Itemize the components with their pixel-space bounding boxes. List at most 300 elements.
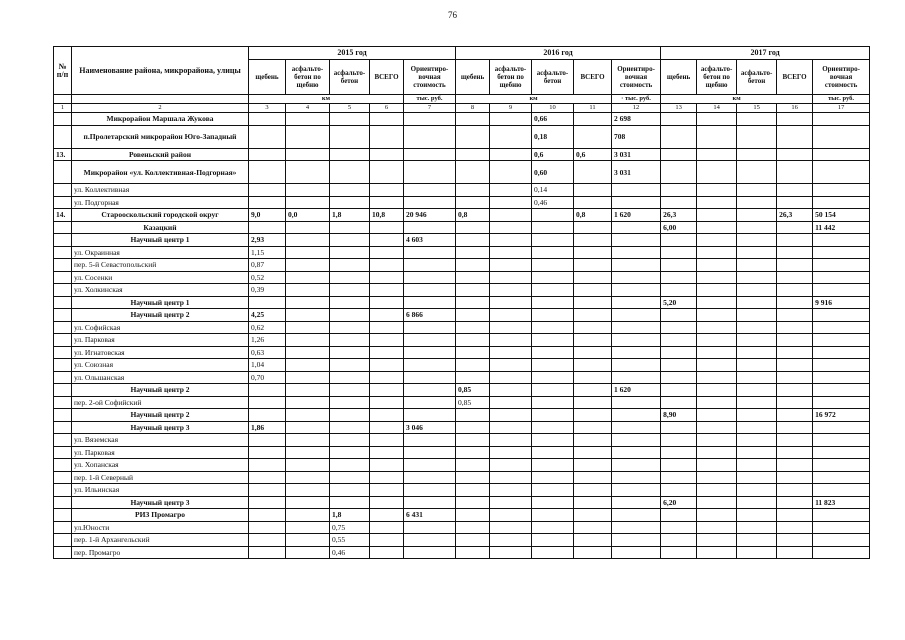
row-value-cell — [249, 471, 286, 484]
row-value-cell — [404, 434, 456, 447]
row-value-cell — [661, 125, 697, 148]
row-value-cell — [456, 409, 490, 422]
row-value-cell — [777, 259, 813, 272]
table-row — [54, 334, 870, 347]
row-value-cell: 0,70 — [249, 371, 286, 384]
row-value-cell — [456, 471, 490, 484]
row-value-cell — [490, 509, 532, 522]
row-value-cell — [404, 259, 456, 272]
row-number — [54, 521, 72, 534]
row-value-cell — [370, 459, 404, 472]
column-index: 12 — [612, 104, 661, 113]
row-value-cell — [490, 125, 532, 148]
row-value-cell — [490, 221, 532, 234]
row-value-cell — [777, 148, 813, 161]
row-value-cell — [286, 284, 330, 297]
row-value-cell — [456, 434, 490, 447]
unit-rub-2017: тыс. руб. — [813, 95, 870, 104]
row-value-cell: 0,0 — [286, 209, 330, 222]
row-value-cell — [532, 546, 574, 559]
table-row — [54, 484, 870, 497]
row-value-cell — [490, 234, 532, 247]
row-value-cell: 0,6 — [532, 148, 574, 161]
column-index: 9 — [490, 104, 532, 113]
row-value-cell — [330, 334, 370, 347]
row-name: Микрорайон Маршала Жукова — [72, 113, 249, 126]
row-value-cell — [574, 521, 612, 534]
row-name: ул. Софийская — [72, 321, 249, 334]
row-value-cell — [456, 421, 490, 434]
row-value-cell — [286, 161, 330, 184]
row-value-cell — [697, 284, 737, 297]
row-value-cell — [286, 459, 330, 472]
column-index: 1 — [54, 104, 72, 113]
row-value-cell — [777, 421, 813, 434]
row-number — [54, 284, 72, 297]
row-value-cell — [370, 371, 404, 384]
row-name: Микрорайон «ул. Коллективная-Подгорная» — [72, 161, 249, 184]
row-number — [54, 296, 72, 309]
header-sub-cell: Ориентиро-вочная стоимость — [813, 60, 870, 95]
table-row — [54, 521, 870, 534]
row-value-cell — [697, 113, 737, 126]
row-value-cell — [370, 271, 404, 284]
row-value-cell — [697, 384, 737, 397]
row-value-cell: 3 046 — [404, 421, 456, 434]
row-value-cell — [286, 471, 330, 484]
row-value-cell — [813, 321, 870, 334]
row-value-cell — [737, 346, 777, 359]
unit-km-2016: км — [456, 95, 612, 104]
row-value-cell — [370, 259, 404, 272]
header-year-2016: 2016 год — [456, 47, 661, 60]
header-sub-cell: асфальто-бетон — [330, 60, 370, 95]
row-value-cell — [612, 484, 661, 497]
row-value-cell — [249, 384, 286, 397]
row-value-cell — [286, 334, 330, 347]
row-value-cell — [612, 184, 661, 197]
row-value-cell — [404, 409, 456, 422]
row-value-cell — [330, 148, 370, 161]
row-value-cell — [697, 459, 737, 472]
row-value-cell: 3 031 — [612, 148, 661, 161]
row-value-cell — [490, 359, 532, 372]
row-value-cell — [813, 546, 870, 559]
table-row — [54, 371, 870, 384]
row-value-cell — [612, 521, 661, 534]
row-value-cell — [249, 113, 286, 126]
row-value-cell — [286, 221, 330, 234]
row-value-cell — [249, 496, 286, 509]
row-value-cell — [404, 284, 456, 297]
table-row — [54, 113, 870, 126]
row-number — [54, 184, 72, 197]
row-value-cell — [490, 346, 532, 359]
row-value-cell — [404, 459, 456, 472]
row-value-cell — [249, 221, 286, 234]
row-name: Научный центр 3 — [72, 421, 249, 434]
row-value-cell: 1,86 — [249, 421, 286, 434]
row-value-cell — [612, 509, 661, 522]
row-value-cell — [737, 334, 777, 347]
row-value-cell: 0,39 — [249, 284, 286, 297]
row-value-cell: 0,60 — [532, 161, 574, 184]
unit-km-2017: км — [661, 95, 813, 104]
row-value-cell — [737, 471, 777, 484]
row-value-cell — [370, 296, 404, 309]
row-value-cell: 0,55 — [330, 534, 370, 547]
row-value-cell — [404, 148, 456, 161]
row-value-cell — [370, 421, 404, 434]
row-value-cell: 20 946 — [404, 209, 456, 222]
row-value-cell — [612, 471, 661, 484]
row-value-cell — [661, 471, 697, 484]
row-value-cell — [330, 409, 370, 422]
row-value-cell — [697, 321, 737, 334]
row-value-cell — [456, 296, 490, 309]
row-number — [54, 396, 72, 409]
row-number — [54, 221, 72, 234]
row-value-cell — [612, 321, 661, 334]
row-value-cell — [661, 534, 697, 547]
row-value-cell — [490, 148, 532, 161]
row-value-cell — [286, 246, 330, 259]
table-row — [54, 246, 870, 259]
row-value-cell — [813, 234, 870, 247]
table-row — [54, 359, 870, 372]
table-header — [54, 47, 870, 113]
row-value-cell — [661, 334, 697, 347]
row-value-cell — [404, 396, 456, 409]
row-value-cell — [813, 459, 870, 472]
row-number — [54, 409, 72, 422]
row-value-cell — [370, 396, 404, 409]
header-sub-cell: асфальто-бетон по щебню — [490, 60, 532, 95]
row-number — [54, 334, 72, 347]
row-value-cell — [404, 334, 456, 347]
row-value-cell — [249, 196, 286, 209]
header-name: Наименование района, микрорайона, улицы — [72, 47, 249, 95]
column-index: 17 — [813, 104, 870, 113]
row-name: Научный центр 1 — [72, 234, 249, 247]
row-value-cell — [404, 359, 456, 372]
row-name: пер. Промагро — [72, 546, 249, 559]
row-value-cell — [612, 546, 661, 559]
row-value-cell — [661, 321, 697, 334]
row-value-cell — [661, 271, 697, 284]
row-value-cell — [777, 346, 813, 359]
row-value-cell — [490, 421, 532, 434]
row-value-cell — [490, 334, 532, 347]
row-value-cell — [286, 534, 330, 547]
row-value-cell — [404, 346, 456, 359]
row-value-cell — [574, 396, 612, 409]
row-value-cell — [697, 496, 737, 509]
row-value-cell — [330, 484, 370, 497]
row-value-cell — [612, 496, 661, 509]
row-value-cell — [697, 446, 737, 459]
row-value-cell — [737, 421, 777, 434]
row-value-cell — [370, 196, 404, 209]
row-value-cell — [456, 234, 490, 247]
row-value-cell — [813, 359, 870, 372]
row-value-cell — [490, 259, 532, 272]
row-value-cell — [737, 459, 777, 472]
row-value-cell: 0,85 — [456, 384, 490, 397]
row-value-cell — [370, 234, 404, 247]
table-row — [54, 459, 870, 472]
row-value-cell — [370, 484, 404, 497]
row-value-cell: 708 — [612, 125, 661, 148]
row-value-cell — [697, 409, 737, 422]
row-name: ул. Коллективная — [72, 184, 249, 197]
row-value-cell — [777, 234, 813, 247]
row-value-cell — [697, 221, 737, 234]
row-number — [54, 546, 72, 559]
row-value-cell — [697, 484, 737, 497]
row-value-cell: 0,6 — [574, 148, 612, 161]
row-value-cell — [532, 371, 574, 384]
row-value-cell — [490, 534, 532, 547]
table-row — [54, 534, 870, 547]
row-value-cell: 9,0 — [249, 209, 286, 222]
row-value-cell — [612, 296, 661, 309]
row-value-cell: 1,26 — [249, 334, 286, 347]
row-value-cell — [330, 371, 370, 384]
row-value-cell — [456, 321, 490, 334]
row-value-cell — [286, 113, 330, 126]
row-value-cell — [404, 384, 456, 397]
table-row — [54, 259, 870, 272]
row-value-cell — [661, 446, 697, 459]
row-value-cell — [532, 284, 574, 297]
row-value-cell — [813, 184, 870, 197]
row-value-cell — [697, 471, 737, 484]
table-body — [54, 113, 870, 559]
row-value-cell — [574, 271, 612, 284]
row-value-cell: 26,3 — [777, 209, 813, 222]
row-value-cell — [777, 459, 813, 472]
table-row — [54, 309, 870, 322]
row-value-cell — [777, 396, 813, 409]
row-name: ул. Окраинная — [72, 246, 249, 259]
row-value-cell — [456, 334, 490, 347]
table-row — [54, 434, 870, 447]
row-value-cell — [490, 409, 532, 422]
row-value-cell — [532, 246, 574, 259]
row-value-cell — [330, 271, 370, 284]
row-value-cell — [574, 284, 612, 297]
row-value-cell — [661, 509, 697, 522]
row-value-cell — [574, 409, 612, 422]
row-value-cell — [249, 546, 286, 559]
row-value-cell — [661, 459, 697, 472]
table-row — [54, 184, 870, 197]
row-value-cell — [330, 259, 370, 272]
row-value-cell — [813, 509, 870, 522]
row-value-cell — [370, 446, 404, 459]
row-value-cell — [456, 184, 490, 197]
row-value-cell — [697, 296, 737, 309]
row-value-cell: 2,93 — [249, 234, 286, 247]
row-value-cell — [404, 471, 456, 484]
row-value-cell — [813, 434, 870, 447]
row-value-cell — [330, 446, 370, 459]
row-value-cell — [777, 496, 813, 509]
row-value-cell — [286, 309, 330, 322]
row-value-cell — [697, 521, 737, 534]
row-value-cell — [456, 284, 490, 297]
row-value-cell — [532, 221, 574, 234]
row-number — [54, 471, 72, 484]
column-index: 15 — [737, 104, 777, 113]
row-value-cell — [661, 184, 697, 197]
row-value-cell — [370, 125, 404, 148]
row-value-cell — [490, 196, 532, 209]
row-value-cell — [813, 521, 870, 534]
row-value-cell: 0,8 — [456, 209, 490, 222]
row-value-cell — [574, 546, 612, 559]
row-value-cell — [777, 434, 813, 447]
row-name: пер. 2-ой Софийский — [72, 396, 249, 409]
row-value-cell — [777, 384, 813, 397]
row-value-cell — [661, 113, 697, 126]
table-row — [54, 346, 870, 359]
row-value-cell — [330, 434, 370, 447]
row-value-cell — [456, 113, 490, 126]
row-number — [54, 446, 72, 459]
row-value-cell — [777, 334, 813, 347]
row-value-cell — [330, 113, 370, 126]
row-value-cell — [737, 296, 777, 309]
row-value-cell — [456, 371, 490, 384]
row-value-cell — [370, 346, 404, 359]
row-value-cell — [532, 234, 574, 247]
row-name: ул. Ольшанская — [72, 371, 249, 384]
header-sub-cell: щебень — [249, 60, 286, 95]
row-value-cell — [574, 346, 612, 359]
row-value-cell — [574, 321, 612, 334]
column-index: 14 — [697, 104, 737, 113]
header-sub-cell: Ориентиро-вочная стоимость — [404, 60, 456, 95]
row-value-cell — [490, 471, 532, 484]
row-value-cell — [370, 161, 404, 184]
row-value-cell — [532, 471, 574, 484]
row-value-cell: 0,85 — [456, 396, 490, 409]
row-value-cell: 1,8 — [330, 509, 370, 522]
row-value-cell — [456, 196, 490, 209]
row-value-cell — [737, 125, 777, 148]
row-value-cell — [456, 534, 490, 547]
row-value-cell — [330, 246, 370, 259]
row-name: ул. Игнатовская — [72, 346, 249, 359]
row-number — [54, 271, 72, 284]
row-number — [54, 534, 72, 547]
row-name: ул. Парковая — [72, 334, 249, 347]
row-value-cell — [737, 246, 777, 259]
row-value-cell — [612, 396, 661, 409]
row-value-cell — [737, 371, 777, 384]
row-value-cell — [661, 359, 697, 372]
row-value-cell — [737, 446, 777, 459]
row-value-cell — [490, 371, 532, 384]
row-value-cell — [490, 446, 532, 459]
row-value-cell — [404, 125, 456, 148]
row-value-cell: 2 698 — [612, 113, 661, 126]
row-value-cell — [456, 148, 490, 161]
row-value-cell — [404, 371, 456, 384]
row-value-cell — [490, 284, 532, 297]
table-row — [54, 446, 870, 459]
row-value-cell — [697, 271, 737, 284]
row-value-cell — [737, 184, 777, 197]
column-index: 2 — [72, 104, 249, 113]
table-row — [54, 234, 870, 247]
row-value-cell — [777, 271, 813, 284]
row-value-cell — [370, 334, 404, 347]
row-value-cell: 10,8 — [370, 209, 404, 222]
row-value-cell — [661, 384, 697, 397]
row-value-cell — [404, 546, 456, 559]
row-value-cell — [777, 309, 813, 322]
row-value-cell — [777, 284, 813, 297]
header-sub-cell: ВСЕГО — [574, 60, 612, 95]
row-value-cell — [813, 346, 870, 359]
row-value-cell — [661, 234, 697, 247]
row-value-cell — [612, 234, 661, 247]
row-value-cell — [370, 284, 404, 297]
row-value-cell — [574, 234, 612, 247]
row-number — [54, 484, 72, 497]
row-value-cell — [813, 246, 870, 259]
row-value-cell: 26,3 — [661, 209, 697, 222]
row-value-cell — [286, 521, 330, 534]
column-index: 8 — [456, 104, 490, 113]
row-value-cell — [777, 161, 813, 184]
row-value-cell — [286, 259, 330, 272]
row-value-cell: 6 866 — [404, 309, 456, 322]
row-value-cell — [737, 484, 777, 497]
row-value-cell — [286, 234, 330, 247]
row-value-cell — [661, 259, 697, 272]
row-value-cell — [456, 246, 490, 259]
row-value-cell — [532, 459, 574, 472]
row-value-cell — [661, 521, 697, 534]
row-value-cell — [813, 113, 870, 126]
row-name: ул. Парковая — [72, 446, 249, 459]
row-value-cell — [777, 184, 813, 197]
column-index: 10 — [532, 104, 574, 113]
row-value-cell — [330, 346, 370, 359]
row-number — [54, 346, 72, 359]
row-number — [54, 125, 72, 148]
column-index: 7 — [404, 104, 456, 113]
row-value-cell — [612, 284, 661, 297]
row-value-cell — [574, 459, 612, 472]
row-name: Научный центр 2 — [72, 384, 249, 397]
row-value-cell — [249, 409, 286, 422]
row-number — [54, 161, 72, 184]
table-row — [54, 196, 870, 209]
row-value-cell — [249, 534, 286, 547]
row-value-cell — [456, 446, 490, 459]
table-row — [54, 546, 870, 559]
row-value-cell — [330, 384, 370, 397]
row-value-cell — [697, 546, 737, 559]
row-value-cell — [456, 346, 490, 359]
page-number: 76 — [448, 10, 457, 20]
row-value-cell — [737, 221, 777, 234]
